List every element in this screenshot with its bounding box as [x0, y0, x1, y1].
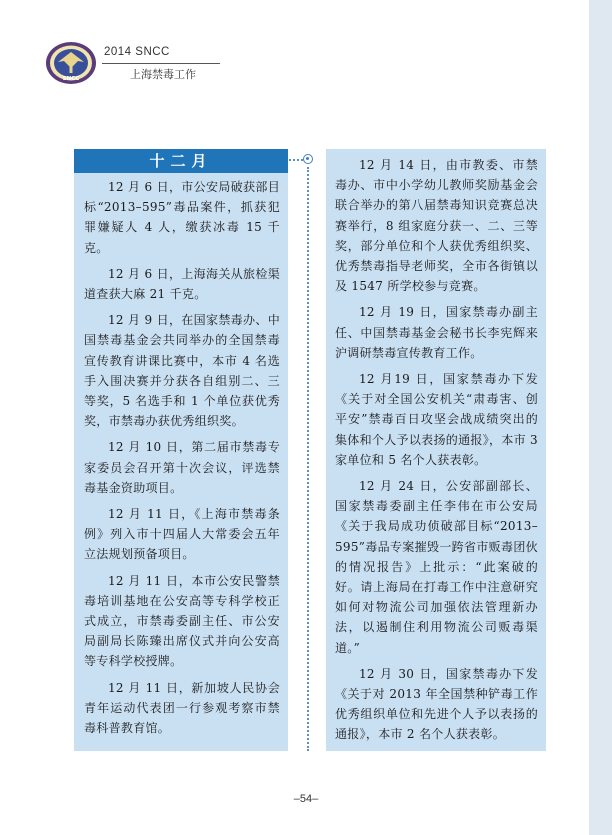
entry-paragraph: 12 月 19 日，国家禁毒办副主任、中国禁毒基金会秘书长李宪辉来沪调研禁毒宣传教育工作。 [335, 305, 538, 360]
left-column [74, 149, 288, 751]
entry-paragraph: 12 月 11 日，本市公安民警禁毒培训基地在公安高等专科学校正式成立，市禁毒委副主任、市公安局副局长陈臻出席仪式并向公安高等专科学校授牌。 [84, 573, 280, 669]
entry-paragraph: 12 月 10 日，第二届市禁毒专家委员会召开第十次会议，评选禁毒基金资助项目。 [84, 440, 280, 495]
header-title: 上海禁毒工作 [130, 68, 196, 81]
entry-paragraph: 12 月 11 日，《上海市禁毒条例》列入市十四届人大常委会五年立法规划预备项目。 [84, 507, 280, 562]
page-number: –54– [293, 793, 319, 805]
right-column [326, 149, 546, 751]
svg-text:SNCC: SNCC [62, 76, 80, 82]
month-title: 十二月 [74, 149, 288, 173]
timeline-node-icon [303, 154, 313, 164]
entry-paragraph: 12 月 24 日，公安部副部长、国家禁毒委副主任李伟在市公安局《关于我局成功侦破部目标“2013–595”毒品专案摧毁一跨省市贩毒团伙的情况报告》上批示：“此案破的好。请上海局在打毒工作中注意研究如何对物流公司加强依法管理新办法，以遏制住利用物流公司贩毒渠道。” [335, 479, 538, 655]
header-year: 2014 SNCC [104, 46, 170, 58]
entry-paragraph: 12 月 6 日，市公安局破获部目标“2013–595”毒品案件，抓获犯罪嫌疑人 4 人，缴获冰毒 15 千克。 [84, 180, 280, 255]
entry-paragraph: 12 月19 日，国家禁毒办下发《关于对全国公安机关“肃毒害、创平安”禁毒百日攻坚会战成绩突出的集体和个人予以表扬的通报》，本市 3 家单位和 5 名个人获表彰。 [335, 372, 538, 467]
entry-paragraph: 12 月 30 日，国家禁毒办下发《关于对 2013 年全国禁种铲毒工作优秀组织单位和先进个人予以表扬的通报》，本市 2 名个人获表彰。 [335, 666, 538, 742]
sncc-logo [44, 40, 98, 86]
dotted-timeline [307, 167, 309, 751]
entry-paragraph: 12 月 9 日，在国家禁毒办、中国禁毒基金会共同举办的全国禁毒宣传教育讲课比赛中，本市 4 名选手入围决赛并分获各自组别二、三等奖，5 名选手和 1 个单位获优秀奖，市禁毒办获优秀组织奖。 [84, 313, 280, 429]
entry-paragraph: 12 月 11 日，新加坡人民协会青年运动代表团一行参观考察市禁毒科普教育馆。 [84, 680, 280, 736]
header-divider [102, 63, 220, 64]
page-edge-strip [589, 0, 612, 835]
entry-paragraph: 12 月 6 日，上海海关从旅检渠道查获大麻 21 千克。 [84, 266, 280, 302]
entry-paragraph: 12 月 14 日，由市教委、市禁毒办、市中小学幼儿教师奖励基金会联合举办的第八届禁毒知识竞赛总决赛举行，8 组家庭分获一、二、三等奖，部分单位和个人获优秀组织奖、优秀禁毒指导老师奖，全市各街镇以及 1547 所学校参与竞赛。 [335, 158, 538, 294]
